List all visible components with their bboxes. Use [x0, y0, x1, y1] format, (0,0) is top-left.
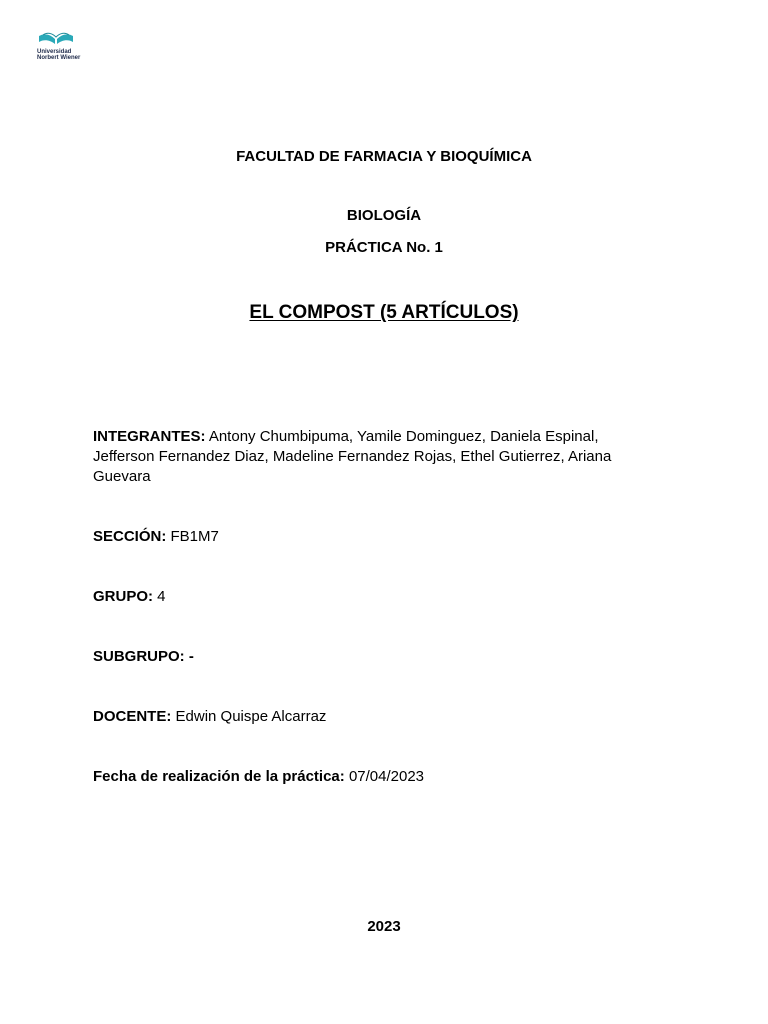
teacher-value: Edwin Quispe Alcarraz: [171, 708, 327, 725]
members-field: [93, 427, 653, 487]
section-label: SECCIÓN:: [93, 528, 167, 545]
group-field: [93, 587, 653, 607]
subgroup-label: SUBGRUPO: -: [93, 648, 194, 665]
teacher-field: [93, 707, 653, 727]
year-footer: 2023: [367, 918, 401, 935]
section-value: FB1M7: [166, 528, 219, 545]
date-value: 07/04/2023: [344, 768, 425, 785]
logo-text-line2: Norbert Wiener: [37, 55, 81, 61]
date-field: [93, 767, 653, 787]
members-value: Antony Chumbipuma, Yamile Dominguez, Daniela Espinal, Jefferson Fernandez Diaz, Madeline Fernandez Rojas, Ethel Gutierrez, Ariana Guevara: [93, 428, 612, 485]
members-label: INTEGRANTES:: [93, 428, 206, 445]
logo-text-line1: Universidad: [37, 49, 72, 55]
university-logo: [34, 32, 90, 72]
practice-heading: PRÁCTICA No. 1: [325, 239, 443, 256]
document-title: EL COMPOST (5 ARTÍCULOS): [249, 302, 519, 323]
faculty-heading: FACULTAD DE FARMACIA Y BIOQUÍMICA: [236, 148, 532, 165]
open-book-icon: [37, 32, 75, 46]
subgroup-field: [93, 647, 653, 667]
teacher-label: DOCENTE:: [93, 708, 172, 725]
date-label: Fecha de realización de la práctica:: [93, 768, 345, 785]
course-heading: BIOLOGÍA: [346, 207, 422, 224]
group-value: 4: [153, 588, 166, 605]
section-field: [93, 527, 653, 547]
group-label: GRUPO:: [93, 588, 153, 605]
